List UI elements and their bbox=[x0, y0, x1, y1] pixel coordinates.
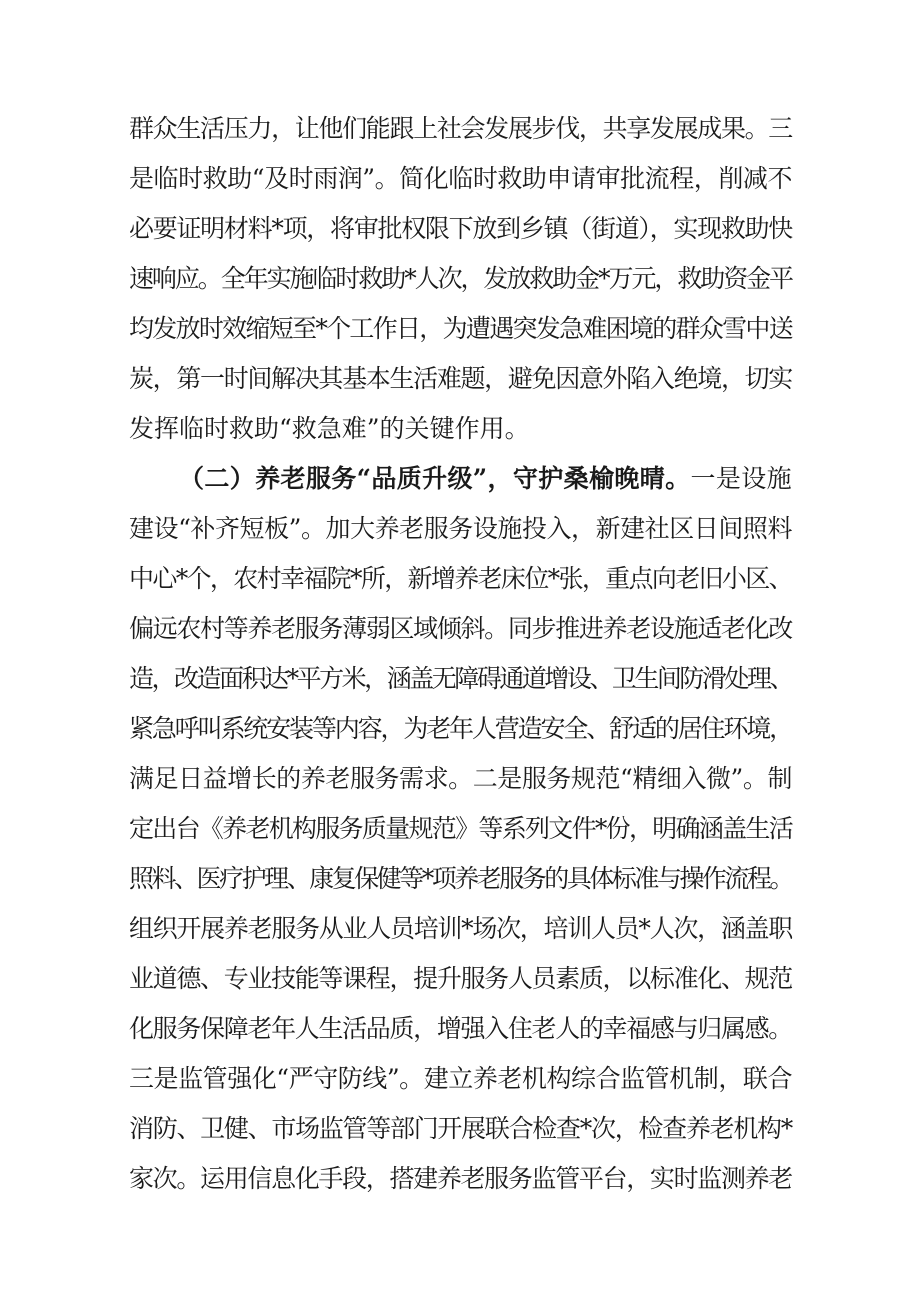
para2-line-4: 偏远农村等养老服务薄弱区域倾斜。同步推进养老设施适老化改 bbox=[129, 614, 792, 643]
para2-line-13: 三是监管强化“严守防线”。建立养老机构综合监管机制，联合 bbox=[129, 1064, 792, 1093]
para2-line-5: 造，改造面积达*平方米，涵盖无障碍通道增设、卫生间防滑处理、 bbox=[129, 664, 792, 693]
para2-line-11: 业道德、专业技能等课程，提升服务人员素质，以标准化、规范 bbox=[129, 964, 792, 993]
para2-line-10: 组织开展养老服务从业人员培训*场次，培训人员*人次，涵盖职 bbox=[129, 914, 792, 943]
para2-line-6: 紧急呼叫系统安装等内容，为老年人营造安全、舒适的居住环境， bbox=[129, 714, 793, 743]
para2-line-15: 家次。运用信息化手段，搭建养老服务监管平台，实时监测养老 bbox=[129, 1164, 792, 1193]
para2-line-3: 中心*个，农村幸福院*所，新增养老床位*张，重点向老旧小区、 bbox=[129, 564, 792, 593]
para1-line-3: 必要证明材料*项，将审批权限下放到乡镇（街道），实现救助快 bbox=[129, 214, 792, 243]
para1-line-6: 炭，第一时间解决其基本生活难题，避免因意外陷入绝境，切实 bbox=[129, 364, 792, 393]
section-heading: （二）养老服务“品质升级”，守护桑榆晚晴。 bbox=[179, 464, 691, 493]
para1-line-1: 群众生活压力，让他们能跟上社会发展步伐，共享发展成果。三 bbox=[129, 114, 792, 143]
para2-line-8: 定出台《养老机构服务质量规范》等系列文件*份，明确涵盖生活 bbox=[129, 814, 792, 843]
para1-line-4: 速响应。全年实施临时救助*人次，发放救助金*万元，救助资金平 bbox=[129, 264, 792, 293]
para2-first-rest: 一是设施 bbox=[690, 464, 792, 493]
para2-line-7: 满足日益增长的养老服务需求。二是服务规范“精细入微”。制 bbox=[129, 764, 792, 793]
para1-line-7: 发挥临时救助“救急难”的关键作用。 bbox=[129, 414, 530, 443]
para1-line-5: 均发放时效缩短至*个工作日，为遭遇突发急难困境的群众雪中送 bbox=[129, 314, 792, 343]
para2-line-1 bbox=[0, 454, 920, 504]
para2-line-2: 建设“补齐短板”。加大养老服务设施投入，新建社区日间照料 bbox=[129, 514, 792, 543]
para2-line-14: 消防、卫健、市场监管等部门开展联合检查*次，检查养老机构* bbox=[129, 1114, 792, 1143]
para2-line-9: 照料、医疗护理、康复保健等*项养老服务的具体标准与操作流程。 bbox=[129, 864, 792, 893]
para2-line-12: 化服务保障老年人生活品质，增强入住老人的幸福感与归属感。 bbox=[129, 1014, 792, 1043]
para1-line-2: 是临时救助“及时雨润”。简化临时救助申请审批流程，削减不 bbox=[129, 164, 792, 193]
